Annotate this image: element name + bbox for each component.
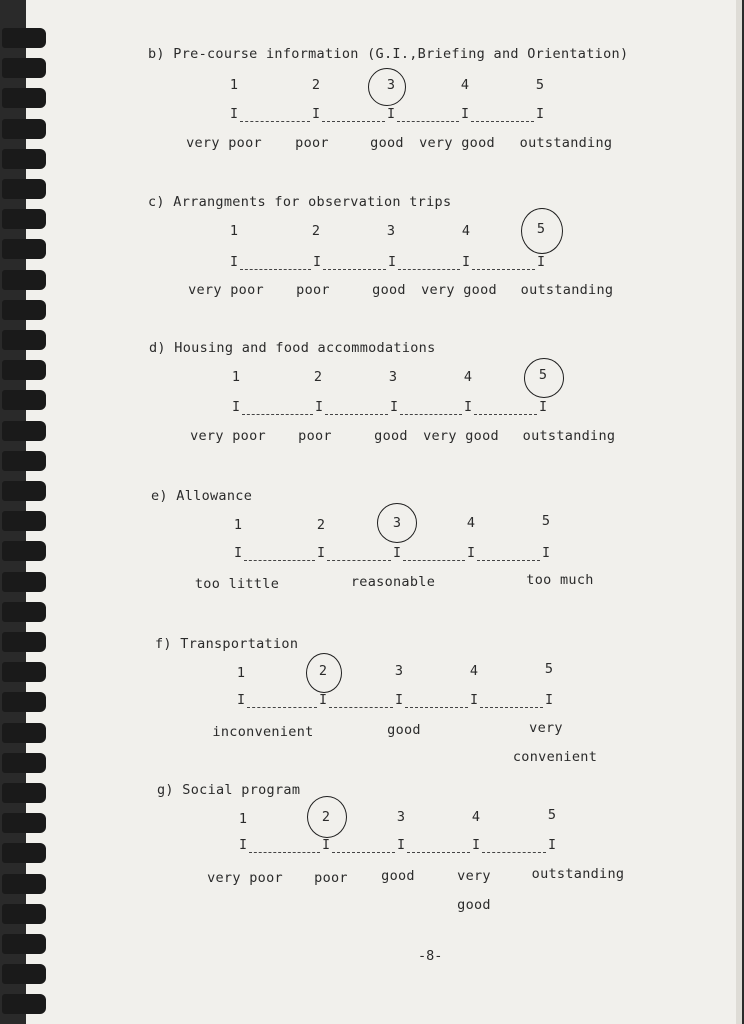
binding-ring (2, 58, 46, 78)
scale-line (322, 121, 385, 122)
scale-line (407, 852, 470, 853)
scale-number: 2 (316, 517, 326, 533)
scale-line (325, 414, 388, 415)
binding-ring (2, 904, 46, 924)
binding-ring (2, 149, 46, 169)
scale-label: convenient (512, 749, 598, 765)
scale-line (482, 852, 546, 853)
scale-line (244, 560, 315, 561)
scale-number: 3 (394, 663, 404, 679)
scale-number: 5 (538, 367, 548, 383)
scale-label: very good (423, 428, 499, 444)
scale-number: 3 (396, 809, 406, 825)
scale-number: 1 (238, 811, 248, 827)
scale-label: very poor (188, 282, 264, 298)
binding-ring (2, 300, 46, 320)
binding-ring (2, 360, 46, 380)
scale-number: 1 (236, 665, 246, 681)
scale-label: poor (295, 135, 329, 151)
scale-label: poor (314, 870, 348, 886)
scale-tick: I (548, 838, 556, 853)
scale-number: 5 (535, 77, 545, 93)
binding-ring (2, 572, 46, 592)
scale-label: outstanding (531, 866, 625, 882)
binding-ring (2, 753, 46, 773)
scale-label: outstanding (519, 135, 613, 151)
scale-tick: I (230, 255, 238, 270)
scale-tick: I (390, 400, 398, 415)
scale-line (332, 852, 395, 853)
scale-number: 3 (386, 223, 396, 239)
binding-ring (2, 723, 46, 743)
scale-line (397, 121, 459, 122)
scale-number: 5 (544, 661, 554, 677)
scale-label: reasonable (350, 574, 436, 590)
scale-label: too little (194, 576, 280, 592)
binding-ring (2, 813, 46, 833)
scale-line (240, 121, 310, 122)
scale-label: good (387, 722, 421, 738)
scale-label: very poor (207, 870, 283, 886)
scale-tick: I (319, 693, 327, 708)
scale-tick: I (537, 255, 545, 270)
section-heading: e) Allowance (151, 488, 253, 504)
scale-tick: I (237, 693, 245, 708)
scale-line (474, 414, 537, 415)
scale-number: 3 (386, 77, 396, 93)
scale-label: very poor (190, 428, 266, 444)
scale-tick: I (393, 546, 401, 561)
binding-ring (2, 390, 46, 410)
scale-label: too much (526, 572, 594, 588)
scale-tick: I (397, 838, 405, 853)
binding-ring (2, 179, 46, 199)
scale-number: 1 (231, 369, 241, 385)
scale-number: 4 (461, 223, 471, 239)
section-heading: d) Housing and food accommodations (149, 340, 436, 356)
scale-tick: I (388, 255, 396, 270)
selection-circle (521, 208, 563, 254)
binding-ring (2, 511, 46, 531)
scale-tick: I (239, 838, 247, 853)
binding-ring (2, 934, 46, 954)
scale-tick: I (470, 693, 478, 708)
scale-number: 2 (311, 77, 321, 93)
scale-tick: I (536, 107, 544, 122)
scale-number: 1 (229, 77, 239, 93)
scale-number: 5 (541, 513, 551, 529)
scale-tick: I (461, 107, 469, 122)
section-heading: b) Pre-course information (G.I.,Briefing and Orientation) (148, 46, 629, 62)
binding-ring (2, 481, 46, 501)
scale-tick: I (395, 693, 403, 708)
binding-ring (2, 88, 46, 108)
scale-label: good (372, 282, 406, 298)
scale-line (242, 414, 313, 415)
scale-tick: I (312, 107, 320, 122)
scale-line (472, 269, 535, 270)
scale-line (327, 560, 391, 561)
scale-tick: I (472, 838, 480, 853)
scale-number: 5 (547, 807, 557, 823)
scale-label: very (457, 868, 491, 884)
binding-ring (2, 662, 46, 682)
scale-tick: I (313, 255, 321, 270)
selection-circle (377, 503, 417, 543)
scale-label: outstanding (520, 282, 614, 298)
selection-circle (524, 358, 564, 398)
binding-ring (2, 239, 46, 259)
scale-tick: I (234, 546, 242, 561)
scale-number: 2 (311, 223, 321, 239)
scale-line (405, 707, 468, 708)
binding-ring (2, 421, 46, 441)
scale-tick: I (322, 838, 330, 853)
scale-number: 5 (536, 221, 546, 237)
scale-tick: I (387, 107, 395, 122)
section-heading: g) Social program (157, 782, 301, 798)
scale-number: 4 (471, 809, 481, 825)
binding-ring (2, 28, 46, 48)
scale-number: 4 (463, 369, 473, 385)
binding-ring (2, 964, 46, 984)
scale-tick: I (545, 693, 553, 708)
scale-label: good (457, 897, 491, 913)
page-edge (736, 0, 742, 1024)
scale-label: very good (421, 282, 497, 298)
binding-ring (2, 843, 46, 863)
scale-number: 2 (313, 369, 323, 385)
scale-line (480, 707, 543, 708)
scale-number: 4 (460, 77, 470, 93)
scale-line (403, 560, 465, 561)
scale-line (249, 852, 320, 853)
scale-label: inconvenient (212, 724, 314, 740)
scale-tick: I (542, 546, 550, 561)
binding-ring (2, 451, 46, 471)
scale-tick: I (232, 400, 240, 415)
scale-line (247, 707, 317, 708)
scale-line (400, 414, 462, 415)
scale-number: 4 (466, 515, 476, 531)
scale-tick: I (462, 255, 470, 270)
binding-ring (2, 994, 46, 1014)
scale-line (398, 269, 460, 270)
binding-ring (2, 541, 46, 561)
scale-label: good (370, 135, 404, 151)
selection-circle (307, 796, 347, 838)
scale-tick: I (230, 107, 238, 122)
selection-circle (306, 653, 342, 693)
scale-tick: I (317, 546, 325, 561)
scale-number: 3 (388, 369, 398, 385)
page-number: -8- (418, 948, 443, 964)
scale-label: very good (419, 135, 495, 151)
scale-number: 3 (392, 515, 402, 531)
scale-tick: I (464, 400, 472, 415)
binding-ring (2, 119, 46, 139)
scale-label: very (529, 720, 563, 736)
selection-circle (368, 68, 406, 106)
binding-ring (2, 330, 46, 350)
binding-ring (2, 632, 46, 652)
scale-line (329, 707, 393, 708)
scale-line (323, 269, 386, 270)
section-heading: c) Arrangments for observation trips (148, 194, 452, 210)
binding-ring (2, 602, 46, 622)
scale-line (240, 269, 311, 270)
scale-number: 1 (229, 223, 239, 239)
scale-label: good (381, 868, 415, 884)
scale-number: 2 (318, 663, 328, 679)
scale-label: outstanding (522, 428, 616, 444)
scale-number: 2 (321, 809, 331, 825)
scale-tick: I (539, 400, 547, 415)
binding-ring (2, 270, 46, 290)
binding-ring (2, 783, 46, 803)
scale-line (471, 121, 534, 122)
binding-ring (2, 874, 46, 894)
section-heading: f) Transportation (155, 636, 299, 652)
scale-number: 4 (469, 663, 479, 679)
scale-label: good (374, 428, 408, 444)
binding-ring (2, 692, 46, 712)
scale-tick: I (467, 546, 475, 561)
binding-ring (2, 209, 46, 229)
scale-number: 1 (233, 517, 243, 533)
scale-tick: I (315, 400, 323, 415)
scale-label: poor (298, 428, 332, 444)
scale-label: very poor (186, 135, 262, 151)
scale-line (477, 560, 540, 561)
scale-label: poor (296, 282, 330, 298)
